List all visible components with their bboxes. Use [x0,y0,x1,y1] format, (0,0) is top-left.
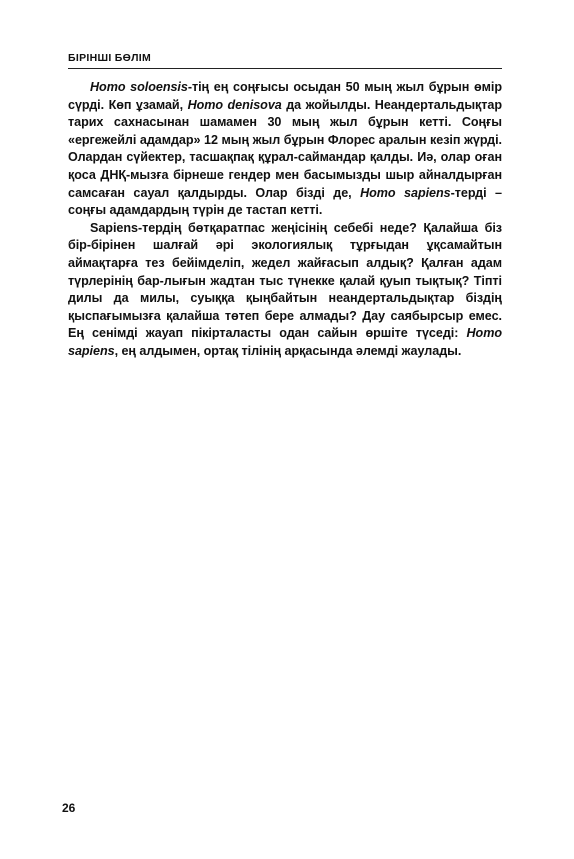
running-head: БІРІНШІ БӨЛІМ [68,52,151,64]
text-run: -тің ең соңғысы осыдан 50 мың жыл бұрын өмір сүрді. Көп ұзамай, [68,80,503,112]
text-run: , ең алдымен, ортақ тілінің арқасында әлемді жаулады. [114,343,462,358]
paragraph-2 [68,220,502,361]
page-number: 26 [62,801,76,815]
body-text [68,79,502,361]
italic-term: Homo denisova [187,97,282,112]
text-run: Sapiens-тердің бөтқаратпас жеңісінің себебі неде? Қалайша біз бір-бірінен шалғай әрі экологиялық тұрғыдан ұқсамайтын аймақтарға тез бейімделіп, жедел жайғасып алдық? Қалған адам түрлерінің бар-лығын жадтан тыс түнекке қалай қуып тықтық? Тіпті дилы да милы, суыққа қыңбайтын неандертальдықтар біздің қыспағымызға қалайша төтеп бере алмады? Дау саябырсыр емес. Ең сенімді жауап пікірталасты одан сайын өршіте түседі: [68,220,502,341]
italic-term: Homo sapiens [360,185,451,200]
paragraph-1 [68,79,502,220]
italic-term: Homo soloensis [90,80,188,94]
text-run: -терді – соңғы адамдардың түрін де тастап кетті. [68,185,502,218]
text-run: да жойылды. Неандертальдықтар тарих сахнасынан шамамен 30 мың жыл бұрын кетті. Соңғы «ергежейлі адамдар» 12 мың жыл бұрын Флорес аралын кезіп жүрді. Олардан сүйектер, тасшақпақ құрал-саймандар қалды. Иә, олар оған қоса ДНҚ-мызға бірнеше гендер мен басымызды шыр айналдырған самсаған сауал қалдырды. Олар бізді де, [68,97,502,200]
header-rule [68,68,502,69]
italic-term: Homo sapiens [68,326,502,358]
